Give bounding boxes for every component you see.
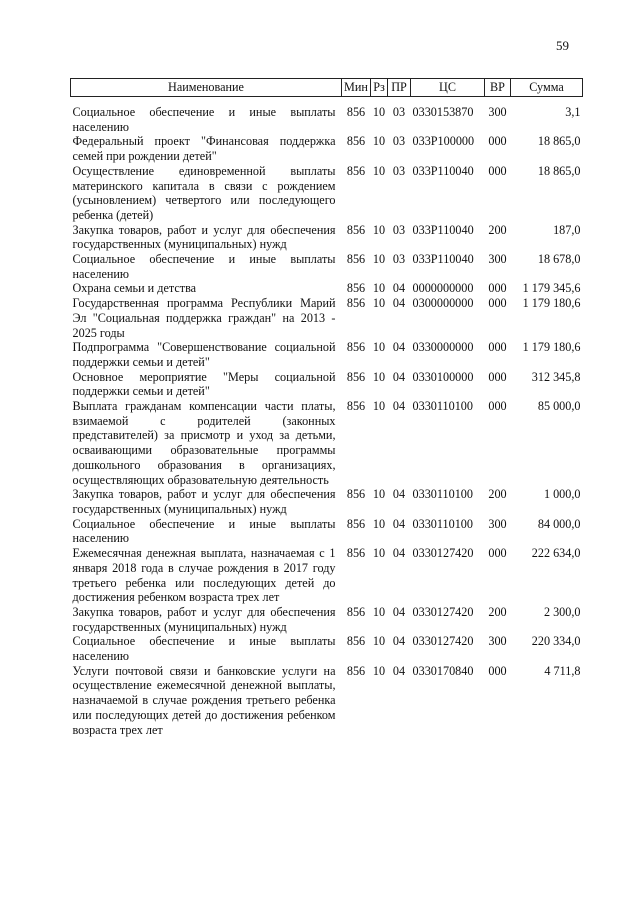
cell-min: 856 [346, 663, 366, 678]
cell-min: 856 [346, 634, 366, 649]
cell-name: Социальное обеспечение и иные выплаты населению [72, 634, 336, 664]
cell-pr: 03 [392, 134, 406, 149]
table-header-row [71, 79, 583, 97]
cell-sum: 220 334,0 [531, 634, 581, 649]
cell-vr: 200 [488, 487, 507, 502]
cell-name: Закупка товаров, работ и услуг для обеспечения государственных (муниципальных) нужд [72, 604, 336, 634]
cell-sum: 1 179 345,6 [522, 281, 581, 296]
cell-rz: 10 [372, 281, 386, 296]
cell-sum: 84 000,0 [537, 516, 581, 531]
cell-cs: 0330127420 [412, 604, 474, 619]
cell-min: 856 [346, 487, 366, 502]
cell-vr: 000 [488, 369, 507, 384]
cell-rz: 10 [372, 340, 386, 355]
cell-sum: 312 345,8 [531, 369, 581, 384]
table-row [71, 487, 583, 516]
cell-cs: 0330110100 [412, 487, 473, 502]
cell-min: 856 [346, 399, 366, 414]
cell-pr: 04 [392, 604, 406, 619]
cell-rz: 10 [372, 634, 386, 649]
cell-vr: 300 [488, 252, 507, 267]
cell-vr: 300 [488, 105, 507, 119]
cell-cs: 0330110100 [412, 516, 473, 531]
cell-rz: 10 [372, 487, 386, 502]
cell-name: Социальное обеспечение и иные выплаты населению [72, 105, 336, 134]
table-row [71, 164, 583, 223]
header-rz: Рз [371, 79, 388, 97]
cell-vr: 200 [488, 604, 507, 619]
cell-pr: 04 [392, 369, 406, 384]
cell-sum: 1 000,0 [543, 487, 581, 502]
cell-name: Выплата гражданам компенсации части платы, взимаемой с родителей (законных представителей) за присмотр и уход за детьми, осваивающими образовательные программы дошкольного образования в организациях, осуществляющих образовательную деятельность [72, 399, 336, 487]
cell-pr: 04 [392, 634, 406, 649]
cell-name: Основное мероприятие "Меры социальной поддержки семьи и детей" [72, 369, 336, 399]
cell-name: Социальное обеспечение и иные выплаты населению [72, 516, 336, 546]
cell-name: Социальное обеспечение и иные выплаты населению [72, 252, 336, 281]
table-row [71, 634, 583, 663]
cell-sum: 222 634,0 [531, 546, 581, 561]
cell-cs: 033P110040 [412, 222, 474, 237]
header-name: Наименование [71, 79, 342, 97]
cell-rz: 10 [372, 296, 386, 311]
table-row [71, 664, 583, 738]
cell-rz: 10 [372, 369, 386, 384]
cell-sum: 18 865,0 [537, 134, 581, 149]
cell-min: 856 [346, 369, 366, 384]
cell-sum: 4 711,8 [544, 663, 581, 678]
table-row [71, 281, 583, 296]
cell-name: Подпрограмма "Совершенствование социальной поддержки семьи и детей" [72, 340, 336, 369]
cell-pr: 04 [392, 516, 406, 531]
cell-rz: 10 [372, 663, 386, 678]
table-row [71, 134, 583, 163]
cell-pr: 04 [392, 663, 406, 678]
cell-pr: 04 [392, 296, 406, 311]
cell-sum: 187,0 [553, 222, 581, 237]
table-row [71, 252, 583, 281]
cell-cs: 0330100000 [412, 369, 474, 384]
table-row [71, 370, 583, 399]
cell-pr: 03 [392, 105, 406, 119]
cell-vr: 000 [488, 399, 507, 414]
cell-min: 856 [346, 296, 366, 311]
cell-rz: 10 [372, 546, 386, 561]
cell-cs: 0330170840 [412, 663, 474, 678]
cell-min: 856 [346, 134, 366, 149]
header-cs: ЦС [411, 79, 485, 97]
table-row [71, 546, 583, 605]
cell-sum: 1 179 180,6 [522, 296, 581, 311]
cell-min: 856 [346, 105, 366, 119]
cell-name: Услуги почтовой связи и банковские услуги на осуществление ежемесячной денежной выплаты, назначаемой в случае рождения третьего ребенка или последующих детей до достижения ребенком возраста трех лет [72, 663, 336, 737]
cell-pr: 04 [392, 546, 406, 561]
cell-rz: 10 [372, 105, 386, 119]
cell-name: Федеральный проект "Финансовая поддержка семей при рождении детей" [72, 134, 336, 164]
table-row [71, 517, 583, 546]
table-row [71, 605, 583, 634]
cell-sum: 85 000,0 [537, 399, 581, 414]
table-row [71, 399, 583, 487]
cell-vr: 000 [488, 281, 507, 296]
cell-min: 856 [346, 516, 366, 531]
cell-cs: 0330153870 [412, 105, 474, 119]
cell-min: 856 [346, 281, 366, 296]
cell-name: Охрана семьи и детства [72, 281, 197, 296]
cell-vr: 000 [488, 134, 507, 149]
cell-pr: 04 [392, 281, 406, 296]
cell-min: 856 [346, 222, 366, 237]
table-row [71, 223, 583, 252]
cell-sum: 18 678,0 [537, 252, 581, 267]
cell-cs: 0330127420 [412, 546, 474, 561]
cell-pr: 03 [392, 252, 406, 267]
cell-sum: 1 179 180,6 [522, 340, 581, 355]
header-pr: ПР [388, 79, 411, 97]
cell-cs: 0330000000 [412, 340, 474, 355]
cell-vr: 300 [488, 634, 507, 649]
cell-rz: 10 [372, 222, 386, 237]
cell-sum: 18 865,0 [537, 163, 581, 178]
table-row [71, 296, 583, 340]
cell-cs: 0000000000 [412, 281, 474, 296]
cell-pr: 03 [392, 163, 406, 178]
cell-vr: 000 [488, 546, 507, 561]
cell-cs: 033P110040 [412, 252, 474, 267]
cell-vr: 000 [488, 296, 507, 311]
cell-rz: 10 [372, 399, 386, 414]
cell-pr: 04 [392, 399, 406, 414]
table-row [71, 340, 583, 369]
cell-pr: 04 [392, 487, 406, 502]
cell-rz: 10 [372, 163, 386, 178]
cell-cs: 0300000000 [412, 296, 474, 311]
cell-min: 856 [346, 340, 366, 355]
cell-vr: 000 [488, 663, 507, 678]
cell-name: Закупка товаров, работ и услуг для обеспечения государственных (муниципальных) нужд [72, 222, 336, 252]
cell-vr: 000 [488, 163, 507, 178]
cell-cs: 0330110100 [412, 399, 473, 414]
table-row [71, 97, 583, 135]
cell-cs: 033P100000 [412, 134, 475, 149]
page-number: 59 [556, 38, 569, 53]
cell-vr: 000 [488, 340, 507, 355]
cell-rz: 10 [372, 252, 386, 267]
cell-name: Ежемесячная денежная выплата, назначаемая с 1 января 2018 года в случае рождения в 2017 году третьего ребенка или последующих детей до достижения ребенком возраста трех лет [72, 546, 336, 605]
header-min: Мин [342, 79, 371, 97]
cell-cs: 0330127420 [412, 634, 474, 649]
cell-min: 856 [346, 546, 366, 561]
cell-sum: 2 300,0 [543, 604, 581, 619]
budget-table [70, 78, 583, 737]
cell-name: Закупка товаров, работ и услуг для обеспечения государственных (муниципальных) нужд [72, 487, 336, 516]
cell-sum: 3,1 [565, 105, 581, 119]
cell-rz: 10 [372, 516, 386, 531]
cell-vr: 300 [488, 516, 507, 531]
cell-min: 856 [346, 252, 366, 267]
cell-pr: 04 [392, 340, 406, 355]
header-sum: Сумма [511, 79, 583, 97]
cell-rz: 10 [372, 604, 386, 619]
cell-min: 856 [346, 604, 366, 619]
cell-min: 856 [346, 163, 366, 178]
header-vr: ВР [485, 79, 511, 97]
cell-rz: 10 [372, 134, 386, 149]
cell-cs: 033P110040 [412, 163, 474, 178]
cell-name: Осуществление единовременной выплаты материнского капитала в связи с рождением (усыновлением) четвертого или последующего ребенка (детей) [72, 163, 336, 222]
cell-pr: 03 [392, 222, 406, 237]
cell-vr: 200 [488, 222, 507, 237]
cell-name: Государственная программа Республики Марий Эл "Социальная поддержка граждан" на 2013 - 2025 годы [72, 296, 336, 340]
